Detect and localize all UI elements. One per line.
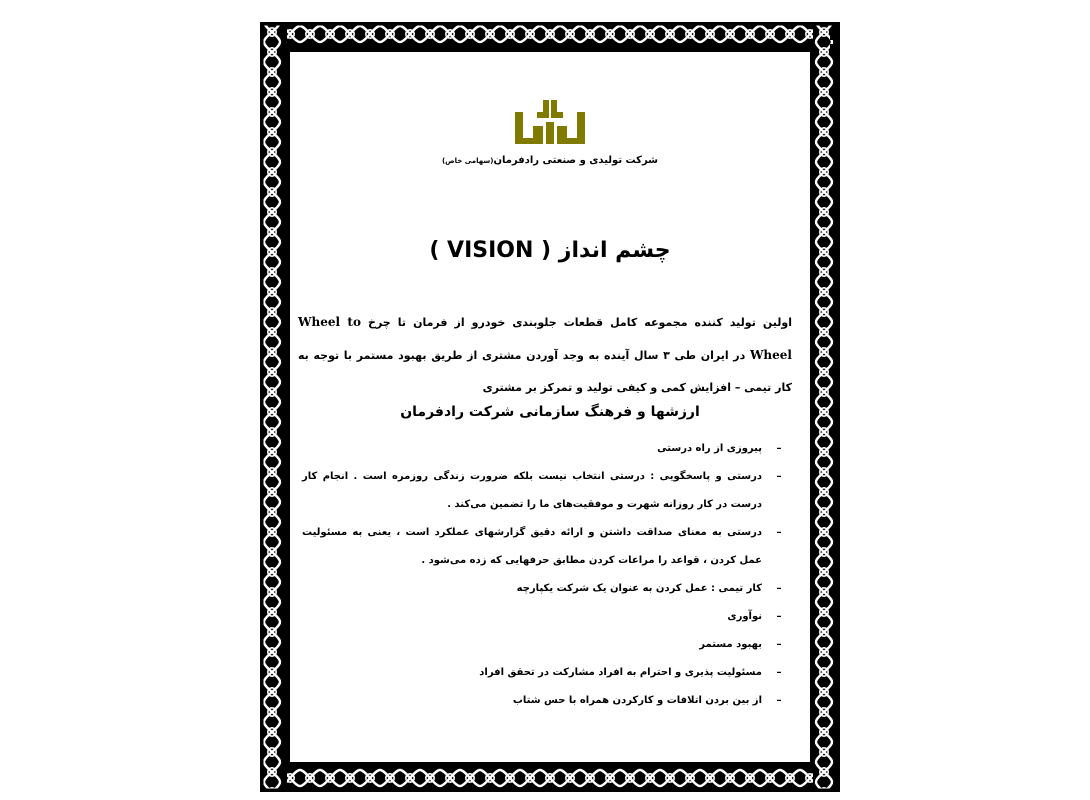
logo xyxy=(290,98,810,144)
list-item xyxy=(302,687,796,715)
list-item xyxy=(302,575,796,603)
values-list xyxy=(302,435,796,715)
radfarman-logo-icon xyxy=(513,98,587,144)
wheel-to-wheel-term: Wheel to Wheel xyxy=(298,315,792,362)
vision-title-fa: چشم انداز xyxy=(558,238,671,263)
vision-text-part1: اولین تولید کننده مجموعه کامل قطعات جلوبندی خودرو از فرمان تا چرخ xyxy=(360,316,792,329)
list-item-text: مسئولیت پذیری و احترام به افراد مشارکت در تحقق افراد xyxy=(479,667,762,678)
page-content xyxy=(290,52,810,762)
list-item xyxy=(302,659,796,687)
bullet-dash: – xyxy=(776,695,782,706)
vision-statement xyxy=(298,306,792,404)
bullet-dash: – xyxy=(776,527,782,538)
vision-title-latin: ( VISION ) xyxy=(429,238,552,263)
company-name xyxy=(290,155,810,166)
bullet-dash: – xyxy=(776,667,782,678)
company-name-text: شرکت تولیدی و صنعتی رادفرمان xyxy=(493,155,659,166)
list-item xyxy=(302,603,796,631)
list-item-text: نوآوری xyxy=(727,611,762,622)
list-item xyxy=(302,435,796,463)
list-item-text: کار تیمی : عمل کردن به عنوان یک شرکت یکپارچه xyxy=(516,583,762,594)
bullet-dash: – xyxy=(776,471,782,482)
bullet-dash: – xyxy=(776,611,782,622)
list-item xyxy=(302,631,796,659)
list-item xyxy=(302,519,796,575)
list-item-text: بهبود مستمر xyxy=(699,639,762,650)
list-item-text: از بین بردن اتلافات و کارکردن همراه با حس شتاب xyxy=(512,695,762,706)
list-item-text: درستی و پاسخگویی : درستی انتخاب نیست بلکه ضرورت زندگی روزمره است . انجام کار درست در کار روزانه شهرت و موفقیت‌های ما را تضمین می‌کند . xyxy=(302,471,762,510)
vision-title xyxy=(290,238,810,263)
vision-text-part2: در ایران طی ۳ سال آینده به وجد آوردن مشتری از طریق بهبود مستمر با توجه به کار تیمی – افزایش کمی و کیفی تولید و تمرکز بر مشتری xyxy=(298,349,792,394)
bullet-dash: – xyxy=(776,583,782,594)
corner-marker xyxy=(828,24,836,54)
bullet-dash: – xyxy=(776,443,782,454)
values-heading: ارزشها و فرهنگ سازمانی شرکت رادفرمان xyxy=(400,404,700,420)
list-item-text: پیروزی از راه درستی xyxy=(657,443,762,454)
list-item xyxy=(302,463,796,519)
bullet-dash: – xyxy=(776,639,782,650)
company-type: (سهامی خاص) xyxy=(441,157,494,165)
document-page xyxy=(260,22,840,792)
list-item-text: درستی به معنای صداقت داشتن و ارائه دقیق گزارشهای عملکرد است ، یعنی به مسئولیت عمل کردن ، قواعد را مراعات کردن مطابق حرفهایی که زده می‌شود . xyxy=(302,527,762,566)
